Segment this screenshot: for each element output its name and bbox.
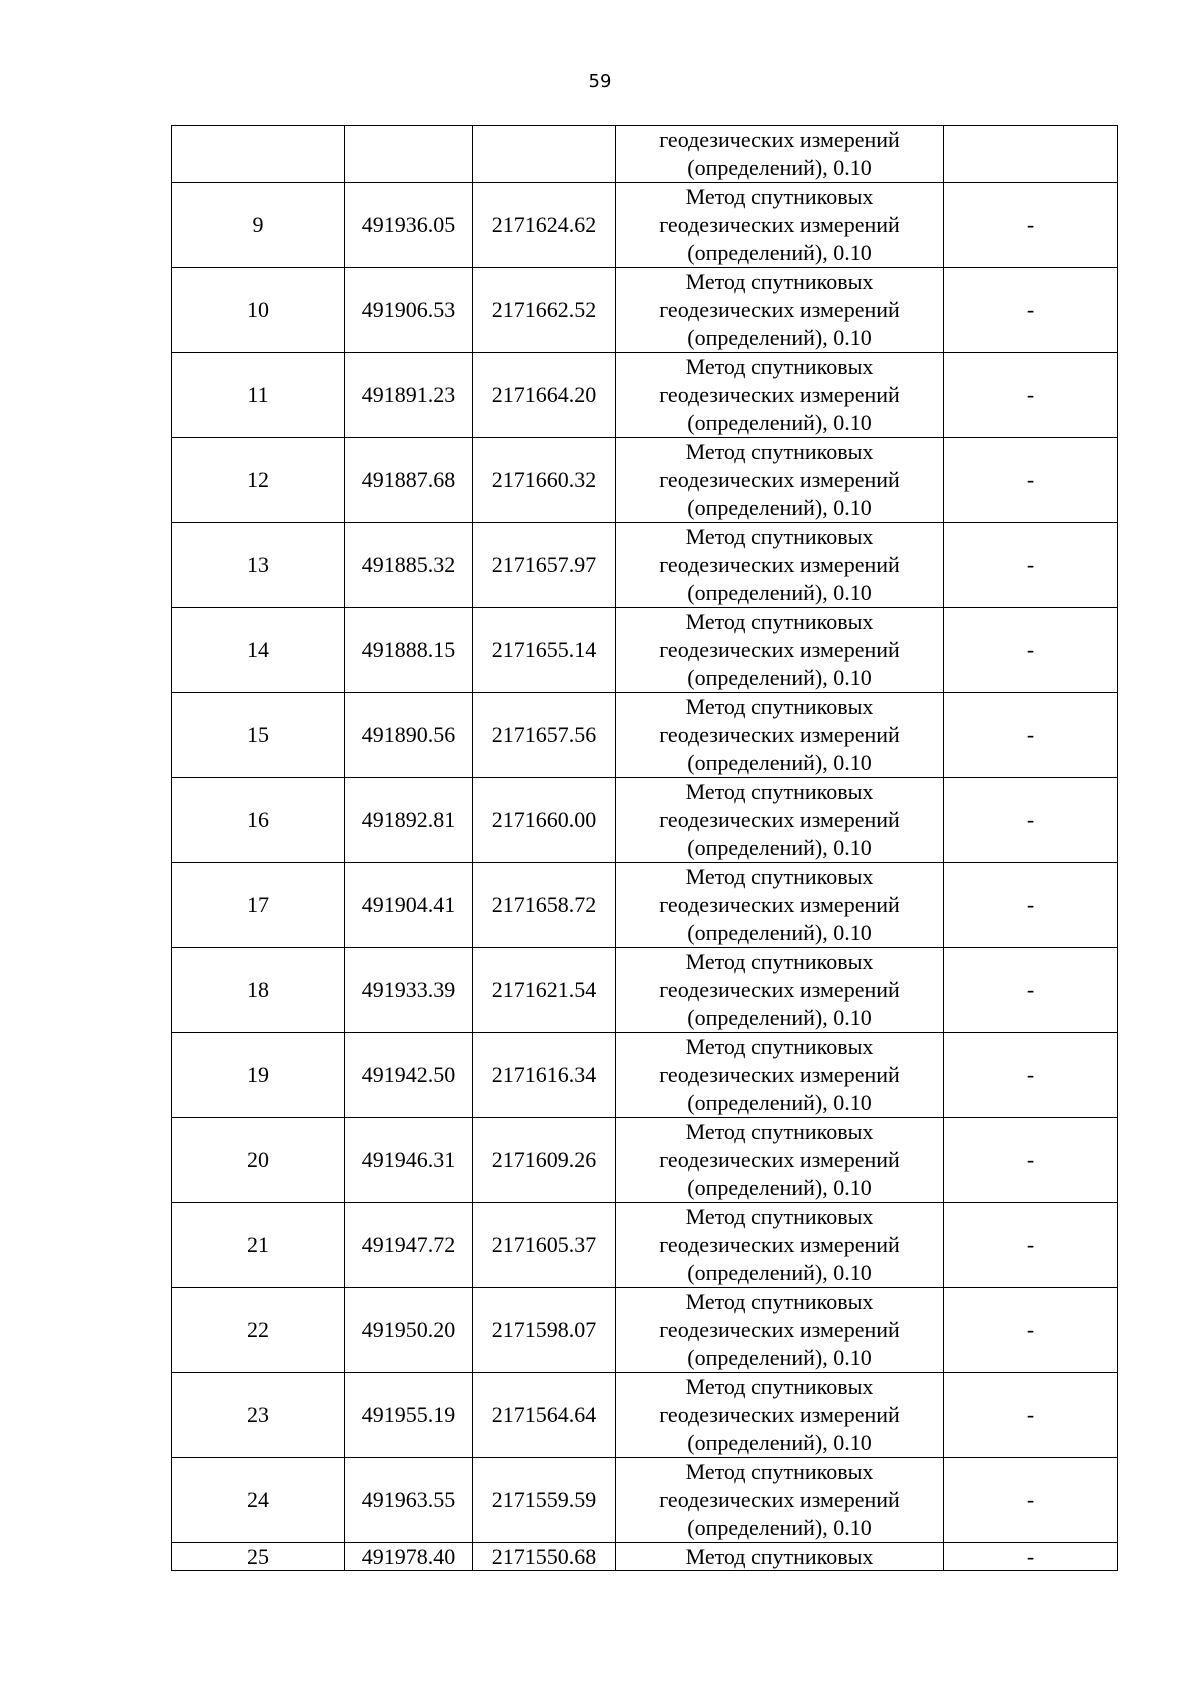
description-cell: - (944, 948, 1118, 1033)
point-number-cell: 14 (172, 608, 345, 693)
table-row (172, 183, 1118, 268)
table-row-continuation (172, 126, 1118, 183)
point-number-cell: 24 (172, 1458, 345, 1543)
method-cell (616, 1288, 944, 1373)
table-row (172, 1458, 1118, 1543)
method-text-line: Метод спутниковых (685, 1289, 874, 1314)
method-text-line: (определений), 0.10 (687, 1515, 872, 1540)
y-coordinate-cell: 2171657.56 (473, 693, 616, 778)
table-row (172, 693, 1118, 778)
y-coordinate-cell: 2171660.00 (473, 778, 616, 863)
point-number-cell: 16 (172, 778, 345, 863)
method-text-line: (определений), 0.10 (687, 155, 872, 180)
method-cell (616, 608, 944, 693)
method-text-line: Метод спутниковых (685, 439, 874, 464)
method-text-line: (определений), 0.10 (687, 750, 872, 775)
x-coordinate-cell: 491933.39 (345, 948, 473, 1033)
point-number-cell: 18 (172, 948, 345, 1033)
x-coordinate-cell: 491955.19 (345, 1373, 473, 1458)
description-cell: - (944, 1033, 1118, 1118)
method-text-line: (определений), 0.10 (687, 410, 872, 435)
x-coordinate-cell: 491936.05 (345, 183, 473, 268)
point-number-cell: 20 (172, 1118, 345, 1203)
method-text-line: (определений), 0.10 (687, 1430, 872, 1455)
table-row (172, 1033, 1118, 1118)
method-text-line: Метод спутниковых (685, 184, 874, 209)
table-row (172, 523, 1118, 608)
y-coordinate-cell: 2171624.62 (473, 183, 616, 268)
table-row (172, 1373, 1118, 1458)
description-cell: - (944, 523, 1118, 608)
method-text-line: геодезических измерений (659, 1232, 900, 1257)
method-text-line: геодезических измерений (659, 1062, 900, 1087)
y-coordinate-cell: 2171660.32 (473, 438, 616, 523)
method-cell (616, 863, 944, 948)
method-text-line: геодезических измерений (659, 807, 900, 832)
x-coordinate-cell: 491885.32 (345, 523, 473, 608)
point-number-cell: 23 (172, 1373, 345, 1458)
method-text-line: (определений), 0.10 (687, 665, 872, 690)
y-coordinate-cell: 2171621.54 (473, 948, 616, 1033)
y-coordinate-cell: 2171609.26 (473, 1118, 616, 1203)
point-number-cell: 9 (172, 183, 345, 268)
x-coordinate-cell: 491906.53 (345, 268, 473, 353)
point-number-cell: 12 (172, 438, 345, 523)
method-text-line: (определений), 0.10 (687, 835, 872, 860)
description-cell: - (944, 438, 1118, 523)
point-number-cell: 10 (172, 268, 345, 353)
method-cell (616, 353, 944, 438)
method-cell (616, 693, 944, 778)
method-text-line: Метод спутниковых (685, 694, 874, 719)
method-text-line: геодезических измерений (659, 1147, 900, 1172)
y-coordinate-cell: 2171559.59 (473, 1458, 616, 1543)
description-cell: - (944, 1373, 1118, 1458)
page-number: 59 (588, 71, 612, 92)
description-cell: - (944, 693, 1118, 778)
method-text-line: геодезических измерений (659, 892, 900, 917)
y-coordinate-cell: 2171616.34 (473, 1033, 616, 1118)
point-number-cell: 22 (172, 1288, 345, 1373)
table-row (172, 608, 1118, 693)
x-coordinate-cell: 491946.31 (345, 1118, 473, 1203)
method-text-line: геодезических измерений (659, 1317, 900, 1342)
description-cell: - (944, 778, 1118, 863)
method-cell (616, 1458, 944, 1543)
point-number-cell: 25 (172, 1543, 345, 1571)
method-text-line: геодезических измерений (659, 1487, 900, 1512)
y-coordinate-cell: 2171550.68 (473, 1543, 616, 1571)
method-text-line: геодезических измерений (659, 212, 900, 237)
table-row (172, 438, 1118, 523)
x-coordinate-cell: 491888.15 (345, 608, 473, 693)
method-text-line: Метод спутниковых (685, 864, 874, 889)
description-cell: - (944, 608, 1118, 693)
method-cell (616, 778, 944, 863)
table-row-last (172, 1543, 1118, 1571)
method-cell (616, 1118, 944, 1203)
x-coordinate-cell: 491887.68 (345, 438, 473, 523)
method-text-line: Метод спутниковых (685, 269, 874, 294)
table-row (172, 778, 1118, 863)
y-coordinate-cell: 2171598.07 (473, 1288, 616, 1373)
method-text-line: Метод спутниковых (685, 609, 874, 634)
method-text-line: геодезических измерений (659, 127, 900, 152)
point-number-cell: 15 (172, 693, 345, 778)
description-cell: - (944, 353, 1118, 438)
y-coordinate-cell: 2171564.64 (473, 1373, 616, 1458)
method-text-line: (определений), 0.10 (687, 495, 872, 520)
method-cell (616, 1033, 944, 1118)
table-row (172, 1203, 1118, 1288)
method-text-line: (определений), 0.10 (687, 1260, 872, 1285)
description-cell: - (944, 183, 1118, 268)
method-cell (616, 948, 944, 1033)
method-text-line: геодезических измерений (659, 1402, 900, 1427)
point-number-cell: 13 (172, 523, 345, 608)
point-number-cell: 11 (172, 353, 345, 438)
description-cell: - (944, 268, 1118, 353)
table-body (172, 126, 1118, 1571)
method-text-line: Метод спутниковых (685, 354, 874, 379)
description-cell: - (944, 1458, 1118, 1543)
method-text-line: (определений), 0.10 (687, 240, 872, 265)
x-coordinate-cell: 491978.40 (345, 1543, 473, 1571)
y-coordinate-cell: 2171658.72 (473, 863, 616, 948)
x-coordinate-cell: 491942.50 (345, 1033, 473, 1118)
method-cell (616, 1373, 944, 1458)
method-text-line: (определений), 0.10 (687, 920, 872, 945)
x-coordinate-cell: 491950.20 (345, 1288, 473, 1373)
method-text-line: (определений), 0.10 (687, 1005, 872, 1030)
method-text-line: (определений), 0.10 (687, 1345, 872, 1370)
x-coordinate-cell: 491890.56 (345, 693, 473, 778)
point-number-cell: 21 (172, 1203, 345, 1288)
method-cell (616, 126, 944, 183)
y-coordinate-cell: 2171662.52 (473, 268, 616, 353)
description-cell: - (944, 1203, 1118, 1288)
method-cell: Метод спутниковых (616, 1543, 944, 1571)
description-cell (944, 126, 1118, 183)
method-text-line: Метод спутниковых (685, 1119, 874, 1144)
method-text-line: (определений), 0.10 (687, 325, 872, 350)
method-text-line: геодезических измерений (659, 977, 900, 1002)
method-text-line: геодезических измерений (659, 722, 900, 747)
method-cell (616, 438, 944, 523)
point-number-cell: 17 (172, 863, 345, 948)
table-row (172, 1288, 1118, 1373)
x-coordinate-cell: 491891.23 (345, 353, 473, 438)
method-text-line: Метод спутниковых (685, 779, 874, 804)
description-cell: - (944, 1288, 1118, 1373)
table-row (172, 353, 1118, 438)
method-text-line: Метод спутниковых (685, 1034, 874, 1059)
method-cell (616, 1203, 944, 1288)
method-text-line: Метод спутниковых (685, 1204, 874, 1229)
description-cell: - (944, 863, 1118, 948)
table-row (172, 948, 1118, 1033)
table-row (172, 268, 1118, 353)
y-coordinate-cell: 2171605.37 (473, 1203, 616, 1288)
point-number-cell (172, 126, 345, 183)
method-cell (616, 183, 944, 268)
method-text-line: геодезических измерений (659, 382, 900, 407)
method-text-line: Метод спутниковых (685, 524, 874, 549)
description-cell: - (944, 1543, 1118, 1571)
description-cell: - (944, 1118, 1118, 1203)
y-coordinate-cell (473, 126, 616, 183)
method-text-line: (определений), 0.10 (687, 1175, 872, 1200)
method-text-line: Метод спутниковых (685, 1374, 874, 1399)
x-coordinate-cell: 491963.55 (345, 1458, 473, 1543)
point-number-cell: 19 (172, 1033, 345, 1118)
table-row (172, 863, 1118, 948)
y-coordinate-cell: 2171657.97 (473, 523, 616, 608)
x-coordinate-cell: 491947.72 (345, 1203, 473, 1288)
x-coordinate-cell: 491892.81 (345, 778, 473, 863)
method-text-line: (определений), 0.10 (687, 580, 872, 605)
method-text-line: геодезических измерений (659, 467, 900, 492)
coordinates-table (171, 125, 1118, 1571)
y-coordinate-cell: 2171664.20 (473, 353, 616, 438)
method-cell (616, 268, 944, 353)
x-coordinate-cell: 491904.41 (345, 863, 473, 948)
method-text-line: геодезических измерений (659, 552, 900, 577)
method-text-line: (определений), 0.10 (687, 1090, 872, 1115)
method-text-line: геодезических измерений (659, 637, 900, 662)
x-coordinate-cell (345, 126, 473, 183)
y-coordinate-cell: 2171655.14 (473, 608, 616, 693)
method-text-line: геодезических измерений (659, 297, 900, 322)
method-cell (616, 523, 944, 608)
method-text-line: Метод спутниковых (685, 949, 874, 974)
method-text-line: Метод спутниковых (685, 1459, 874, 1484)
table-row (172, 1118, 1118, 1203)
